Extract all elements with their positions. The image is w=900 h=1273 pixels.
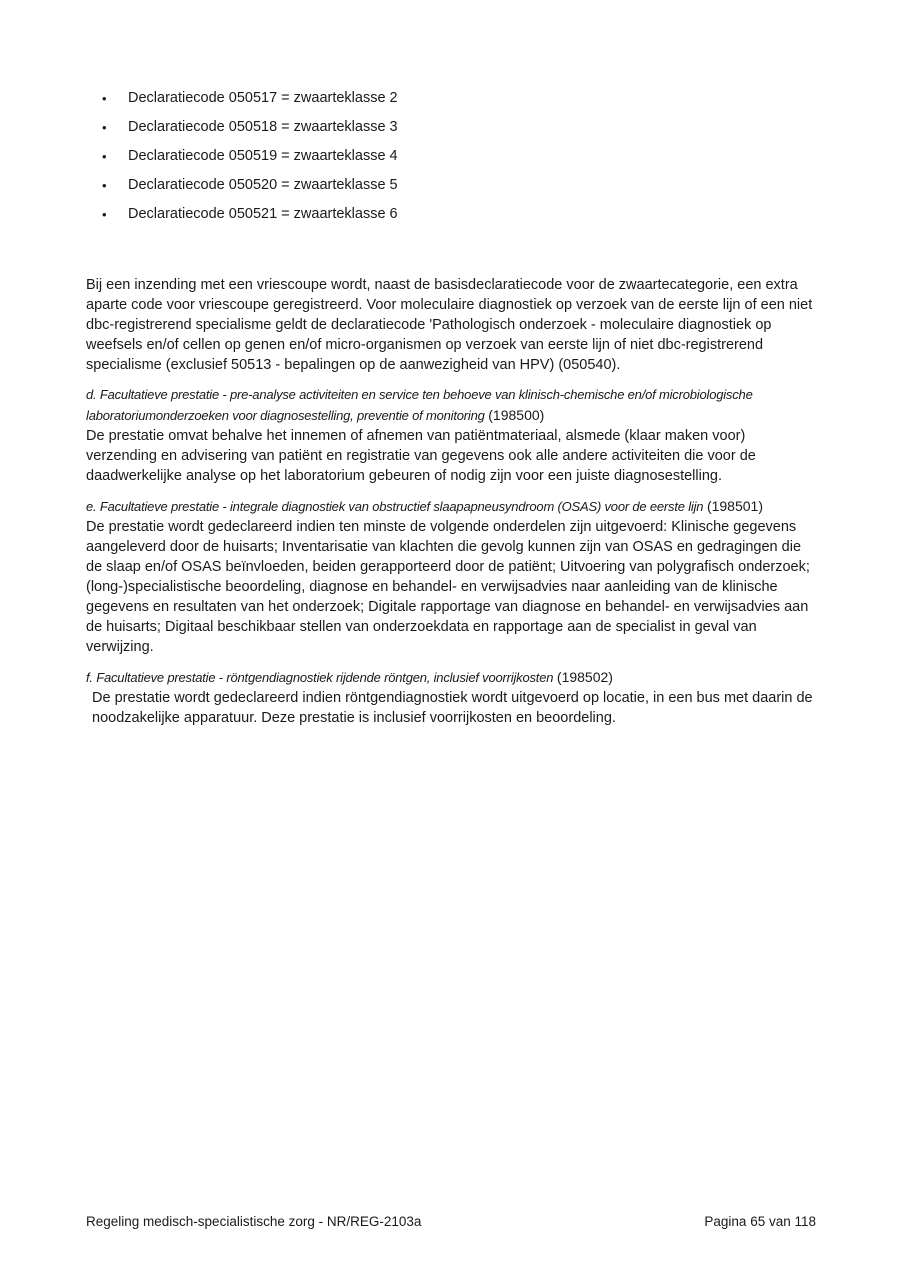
section-e-body: De prestatie wordt gedeclareerd indien ten minste de volgende onderdelen zijn uitgevoerd: Klinische gegevens aangeleverd door de huisarts; Inventarisatie van klachten die gevolg kunnen zijn van OSAS en gedragingen die de slaap en/of OSAS beïnvloeden, beiden gerapporteerd door de patiënt; Uitvoering van polygrafisch onderzoek; (long-)specialistische beoordeling, diagnose en behandel- en verwijsadvies naar aanleiding van de klinische gegevens en resultaten van het onderzoek; Digitale rapportage van diagnose en behandel- en verwijsadvies aan de huisarts; Digitaal beschikbaar stellen van onderzoekdata en rapportage aan de specialist in geval van verwijzing. [86,519,810,655]
section-e-heading [86,496,816,517]
bullet-icon: • [102,91,107,106]
list-item-text: Declaratiecode 050518 = zwaarteklasse 3 [128,119,398,135]
section-d-body: De prestatie omvat behalve het innemen of afnemen van patiëntmateriaal, alsmede (klaar maken voor) verzending en advisering van patiënt en registratie van gegevens ook alle andere activiteiten die voor de daadwerkelijke analyse op het laboratorium gebeuren of nodig zijn voor een juiste diagnosestelling. [86,428,756,484]
section-d-code: (198500) [488,407,545,423]
list-item-text: Declaratiecode 050517 = zwaarteklasse 2 [128,90,398,106]
footer-page-number: Pagina 65 van 118 [704,1214,816,1229]
section-e-code: (198501) [706,498,763,514]
bullet-icon: • [102,178,107,193]
list-item-text: Declaratiecode 050519 = zwaarteklasse 4 [128,148,398,164]
bullet-icon: • [102,207,107,222]
section-f-code: (198502) [556,669,613,685]
vriescoupe-paragraph: Bij een inzending met een vriescoupe wordt, naast de basisdeclaratiecode voor de zwaartecategorie, een extra aparte code voor vriescoupe geregistreerd. Voor moleculaire diagnostiek op verzoek van de eerste lijn of een niet dbc-registrerend specialisme geldt de declaratiecode 'Pathologisch onderzoek - moleculaire diagnostiek op weefsels en/of cellen op genen en/of micro-organismen op verzoek van eerste lijn of niet dbc-registrerend specialisme (exclusief 50513 - bepalingen op de aanwezigheid van HPV) (050540). [86,277,813,373]
section-d-title: d. Facultatieve prestatie - pre-analyse activiteiten en service ten behoeve van klinisch-chemische en/of microbiologische laboratoriumonderzoeken voor diagnosestelling, preventie of monitoring [86,387,753,423]
section-e [86,496,816,657]
section-f [86,667,816,728]
list-item [86,200,816,229]
section-e-title: e. Facultatieve prestatie - integrale diagnostiek van obstructief slaapapneusyndroom (OSAS) voor de eerste lijn [86,499,704,514]
section-f-body: De prestatie wordt gedeclareerd indien röntgendiagnostiek wordt uitgevoerd op locatie, in een bus met daarin de noodzakelijke apparatuur. Deze prestatie is inclusief voorrijkosten en beoordeling. [92,690,813,726]
section-f-title: f. Facultatieve prestatie - röntgendiagnostiek rijdende röntgen, inclusief voorrijkosten [86,670,554,685]
bullet-icon: • [102,120,107,135]
list-item [86,84,816,113]
section-f-heading [86,667,816,688]
bullet-icon: • [102,149,107,164]
page-content [86,84,816,728]
section-d-heading [86,385,816,426]
list-item [86,142,816,171]
footer-document-title: Regeling medisch-specialistische zorg - NR/REG-2103a [86,1214,422,1229]
list-item [86,113,816,142]
section-d [86,385,816,486]
list-item-text: Declaratiecode 050520 = zwaarteklasse 5 [128,177,398,193]
declaratiecode-list [86,84,816,229]
list-item [86,171,816,200]
list-item-text: Declaratiecode 050521 = zwaarteklasse 6 [128,206,398,222]
